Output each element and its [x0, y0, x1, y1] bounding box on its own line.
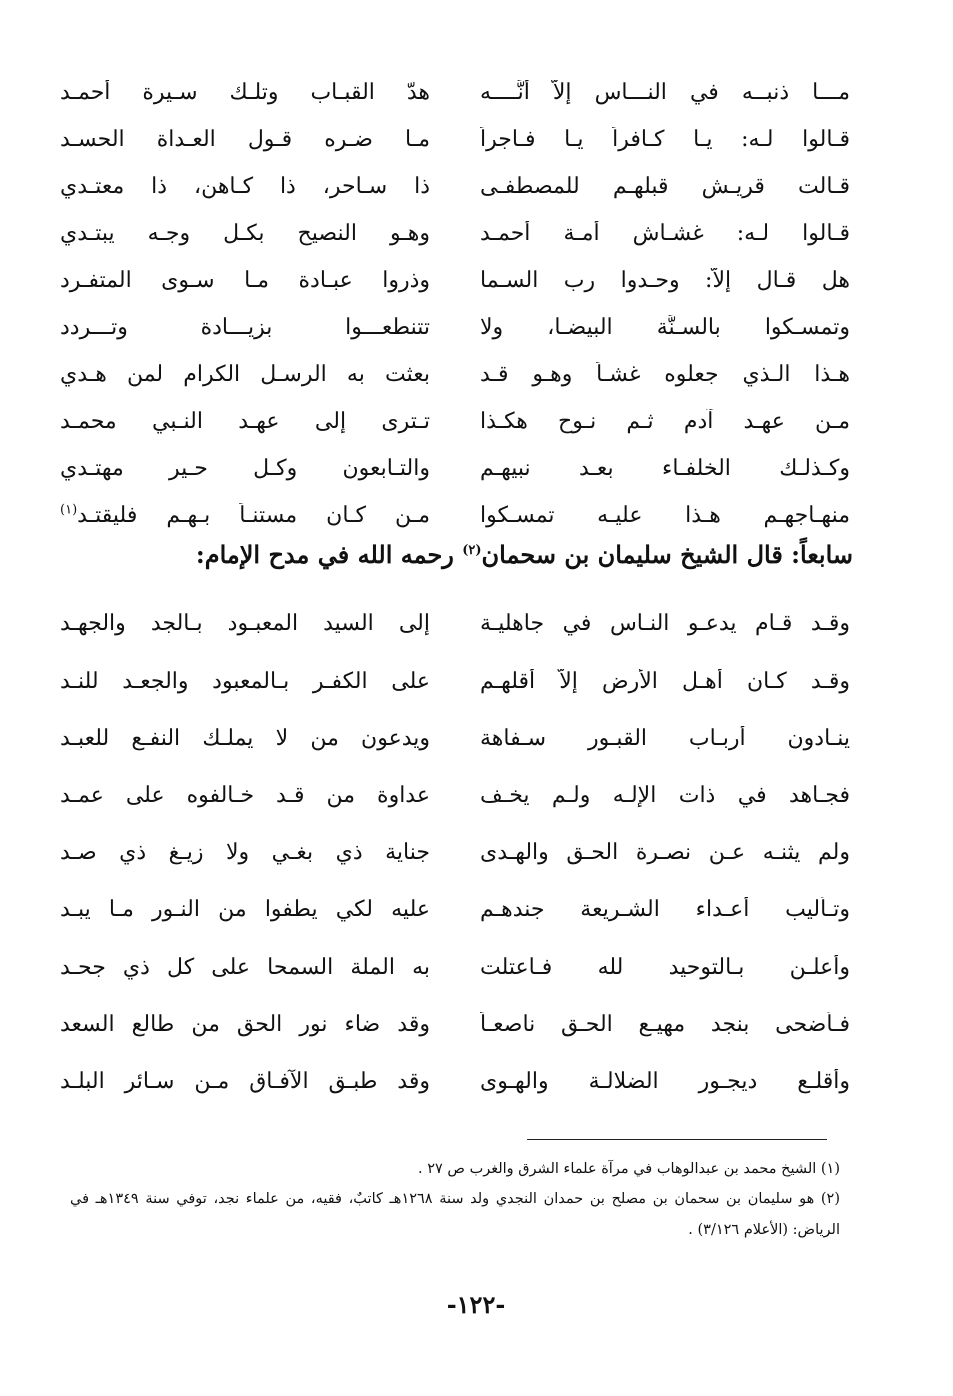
verse-first-hemistich: منهـاجهـم هـذا عليـه تمسـكوا [480, 503, 850, 529]
verse-second-hemistich [60, 503, 430, 529]
verse-second-hemistich: تـترى إلى عهـد النـبي محمـد [60, 409, 430, 435]
verse-first-hemistich: قـالوا لـه: غشـاش أمـة أحمـد [480, 221, 850, 247]
footnote-item: (١) الشيخ محمد بن عبدالوهاب في مرآة علماء الشرق والغرب ص ٢٧ . [418, 1161, 840, 1177]
verse-first-hemistich: فـأضحى بنجد مهيـع الحـق ناصعـاً [480, 1011, 850, 1037]
footnote-divider [527, 1139, 827, 1140]
verse [60, 446, 850, 493]
verse-second-hemistich: عليه لكي يطفوا من النـور مـا يبـد [60, 897, 430, 923]
section-heading [120, 540, 853, 569]
verse [60, 70, 850, 117]
verse-first-hemistich: وأعلـن بـالتوحيد لله فـاعتلت [480, 954, 850, 980]
verse-first-hemistich: قـالوا لـه: يـا كـافراً يـا فـاجراً [480, 127, 850, 153]
verse-second-hemistich: به الملة السمحا على كل ذي جحـد [60, 954, 430, 980]
verse-first-hemistich: مـــا ذنبــه في النـــاس إلاَّ أنَّــــه [480, 80, 850, 106]
verse-second-hemistich: وذروا عبـادة مـا سـوى المتفـرد [60, 268, 430, 294]
footnote-item: (٢) هو سليمان بن سحمان بن مصلح بن حمدان النجدي ولد سنة ١٢٦٨هـ كاتبٌ، فقيه، من علماء نجد، توفي سنة ١٣٤٩هـ في الرياض: (الأعلام ٣/١٢٦) . [70, 1191, 840, 1238]
verse-first-hemistich: فجـاهد في ذات الإلـه ولـم يخـف [480, 782, 850, 808]
verse [60, 596, 850, 653]
verse-second-hemistich: تتنطعـــوا بزيـــادة وتـــردد [60, 315, 430, 341]
footnote-ref[interactable]: (١) [60, 503, 78, 518]
poem-second [60, 596, 850, 1111]
verse-second-hemistich: هدّ القبـاب وتلـك سـيرة أحمـد [60, 80, 430, 106]
verse-first-hemistich: مـن عهـد آدم ثـم نـوح هكـذا [480, 409, 850, 435]
verse-first-hemistich: وقـد كـان أهـل الأرض إلاَّ أقلهـم [480, 668, 850, 694]
verse [60, 882, 850, 939]
verse [60, 996, 850, 1053]
verse [60, 1054, 850, 1111]
hemistich-text: مـن كـان مستنـاً بـهـم فليقتـد [77, 503, 430, 529]
verse-second-hemistich: وقد طبـق الآفـاق مـن سـائر البلـد [60, 1068, 430, 1094]
verse [60, 710, 850, 767]
verse-second-hemistich: مـا ضـره قـول العـداة الحسـد [60, 127, 430, 153]
verse-second-hemistich: ذا سـاحر، ذا كـاهن، ذا معتـدي [60, 174, 430, 200]
verse-second-hemistich: وقد ضاء نور الحق من طالع السعد [60, 1011, 430, 1037]
verse-second-hemistich: عداوة من قـد خـالفوه على عمـد [60, 782, 430, 808]
verse-first-hemistich: قـالت قريـش قبلهـم للمصطفـى [480, 174, 850, 200]
verse [60, 493, 850, 540]
heading-text-end: رحمه الله في مدح الإمام: [195, 540, 463, 569]
verse-first-hemistich: ينـادون أربـاب القبـور سـفاهة [480, 725, 850, 751]
page-number: -١٢٢- [446, 1290, 506, 1319]
heading-text: سابعاً: قال الشيخ سليمان بن سحمان [481, 540, 853, 569]
verse-first-hemistich: وأقلـع ديجـور الضلالـة والهـوى [480, 1068, 850, 1094]
verse [60, 211, 850, 258]
verse [60, 939, 850, 996]
verse-second-hemistich: جناية ذي بغـي ولا زيـغ ذي صـد [60, 840, 430, 866]
poem-first [60, 70, 850, 540]
verse [60, 117, 850, 164]
verse [60, 653, 850, 710]
verse [60, 305, 850, 352]
verse-first-hemistich: هـذا الـذي جعلوه غشـاً وهـو قـد [480, 362, 850, 388]
verse [60, 399, 850, 446]
verse-second-hemistich: إلى السيد المعبـود بـالجد والجهـد [60, 611, 430, 637]
verse-second-hemistich: بعثت به الرسـل الكرام لمن هـدي [60, 362, 430, 388]
verse-first-hemistich: وقـد قـام يدعـو النـاس في جاهليـة [480, 611, 850, 637]
verse-first-hemistich: هل قـال إلاَّ: وحـدوا رب السـما [480, 268, 850, 294]
verse-first-hemistich: ولم يثنـه عـن نصـرة الحـق والهـدى [480, 840, 850, 866]
verse-second-hemistich: ويدعون من لا يملـك النفـع للعبـد [60, 725, 430, 751]
footnotes [70, 1154, 840, 1245]
footnote-ref[interactable]: (٢) [462, 543, 482, 558]
verse [60, 825, 850, 882]
verse-second-hemistich: وهـو النصيح بكـل وجـه يبتـدي [60, 221, 430, 247]
verse [60, 164, 850, 211]
verse-second-hemistich: على الكفـر بـالمعبود والجعـد للنـد [60, 668, 430, 694]
verse-first-hemistich: وكـذلـك الخلفـاء بعـد نبيهـم [480, 456, 850, 482]
verse [60, 352, 850, 399]
verse [60, 258, 850, 305]
verse [60, 768, 850, 825]
verse-first-hemistich: وتمسـكوا بالسـنَّة البيضـا، ولا [480, 315, 850, 341]
verse-first-hemistich: وتـأليب أعـداء الشـريعة جندهـم [480, 897, 850, 923]
verse-second-hemistich: والتـابعون وكـل حـير مهتـدي [60, 456, 430, 482]
